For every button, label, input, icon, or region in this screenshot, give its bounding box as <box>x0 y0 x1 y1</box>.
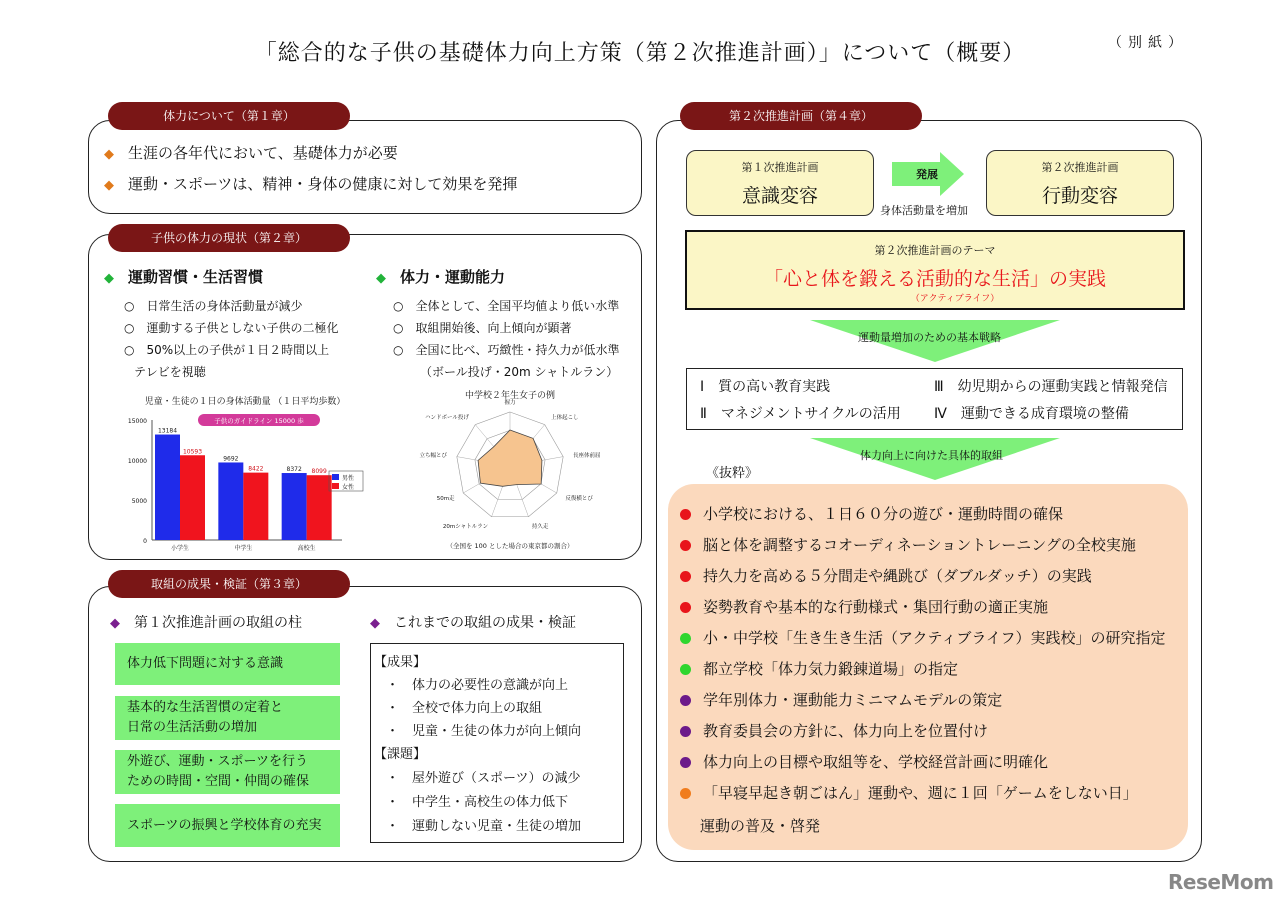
bar <box>180 455 205 540</box>
legend-swatch <box>332 483 339 489</box>
result-item: ・ 体力の必要性の意識が向上 <box>386 678 569 693</box>
y-tick-label: 15000 <box>127 418 147 425</box>
bar-value-label: 8422 <box>248 465 264 473</box>
strategy-item: Ⅰ 質の高い教育実践 <box>700 379 831 395</box>
resemom-logo: ReseMom <box>1168 870 1274 894</box>
plan2-value: 行動変容 <box>1041 185 1118 207</box>
measure-text: 都立学校「体力気力鍛錬道場」の指定 <box>703 660 959 678</box>
measure-item <box>680 751 1048 772</box>
bar-value-label: 8372 <box>286 466 302 474</box>
plan1-label: 第１次推進計画 <box>741 161 819 174</box>
chapter1-tab: 体力について（第１章） <box>108 102 350 130</box>
lifestyle-item: ○ 50%以上の子供が１日２時間以上 <box>124 343 330 357</box>
strategy-item: Ⅲ 幼児期からの運動実践と情報発信 <box>934 379 1168 395</box>
chapter4-tab: 第２次推進計画（第４章） <box>680 102 922 130</box>
pillar-box: 基本的な生活習慣の定着と 日常の生活活動の増加 <box>115 696 340 740</box>
radar-axis-label: ハンドボール投げ <box>424 414 469 421</box>
radar-note: （全国を 100 とした場合の東京都の割合） <box>446 542 574 550</box>
strategy-item: Ⅳ 運動できる成育環境の整備 <box>934 406 1129 422</box>
lifestyle-item-cont: テレビを視聴 <box>134 365 206 379</box>
chapter1-item: ◆ 運動・スポーツは、精神・身体の健康に対して効果を発揮 <box>104 175 518 193</box>
lifestyle-item: ○ 日常生活の身体活動量が減少 <box>124 299 303 313</box>
x-tick-label: 小学生 <box>170 545 190 552</box>
bullet-dot-icon <box>680 757 691 768</box>
measure-text: 姿勢教育や基本的な行動様式・集団行動の適正実施 <box>703 598 1049 616</box>
y-tick-label: 5000 <box>131 498 147 505</box>
bullet-dot-icon <box>680 509 691 520</box>
plan2-box <box>986 150 1174 216</box>
diamond-icon: ◆ <box>110 616 120 631</box>
measure-item <box>680 565 1092 586</box>
theme-label: 第２次推進計画のテーマ <box>874 244 996 257</box>
bullet-dot-icon <box>680 695 691 706</box>
develop-arrow-sub: 身体活動量を増加 <box>880 204 968 217</box>
fitness-heading: ◆ 体力・運動能力 <box>376 268 506 286</box>
diamond-icon: ◆ <box>370 616 380 631</box>
measure-item <box>680 534 1136 555</box>
pillar-box: 体力低下問題に対する意識 <box>115 643 340 685</box>
bar <box>243 473 268 540</box>
radar-axis-label: 持久走 <box>531 524 549 531</box>
develop-arrow-label: 発展 <box>916 168 938 181</box>
annex-label: （別紙） <box>1108 35 1188 51</box>
bullet-dot-icon <box>680 788 691 799</box>
chapter1-item: ◆ 生涯の各年代において、基礎体力が必要 <box>104 144 398 162</box>
radar-axis-label: 立ち幅とび <box>419 452 447 459</box>
radar-axis-label: 上体起こし <box>551 414 579 421</box>
measure-item <box>680 658 958 679</box>
bullet-dot-icon <box>680 540 691 551</box>
bar <box>218 462 243 540</box>
chapter1-panel <box>88 120 642 214</box>
result-item: ・ 全校で体力向上の取組 <box>386 701 543 716</box>
theme-ruby: （アクティブライフ） <box>910 294 1000 304</box>
chapter2-tab: 子供の体力の現状（第２章） <box>108 224 350 252</box>
measure-text: 体力向上の目標や取組等を、学校経営計画に明確化 <box>703 753 1049 771</box>
measure-text: 学年別体力・運動能力ミニマムモデルの策定 <box>703 691 1003 709</box>
measures-arrow-label: 体力向上に向けた具体的取組 <box>860 449 1003 462</box>
bullet-dot-icon <box>680 664 691 675</box>
bar-value-label: 8099 <box>311 468 327 476</box>
lifestyle-item: ○ 運動する子供としない子供の二極化 <box>124 321 339 335</box>
bar <box>155 435 180 540</box>
plan1-box <box>686 150 874 216</box>
measure-text: 「早寝早起き朝ごはん」運動や、週に１回「ゲームをしない日」 <box>703 784 1138 802</box>
theme-text: 「心と体を鍛える活動的な生活」の実践 <box>763 268 1106 290</box>
fitness-item: ○ 取組開始後、向上傾向が顕著 <box>393 321 572 335</box>
measure-item <box>680 596 1048 617</box>
excerpt-label: 《抜粋》 <box>706 466 759 481</box>
measure-item <box>680 689 1002 710</box>
results-heading: ◆ これまでの取組の成果・検証 <box>370 615 576 631</box>
bar-value-label: 10593 <box>182 448 203 456</box>
fitness-item: ○ 全体として、全国平均値より低い水準 <box>393 299 620 313</box>
fitness-item-cont: （ボール投げ・20m シャトルラン） <box>420 365 619 379</box>
fitness-radar-chart <box>410 386 610 552</box>
diamond-icon: ◆ <box>104 271 114 286</box>
issue-item: ・ 中学生・高校生の体力低下 <box>386 795 569 810</box>
x-tick-label: 中学生 <box>234 545 253 552</box>
legend-label: 男性 <box>342 475 355 482</box>
chapter3-tab: 取組の成果・検証（第３章） <box>108 570 350 598</box>
measure-text: 持久力を高める５分間走や縄跳び（ダブルダッチ）の実践 <box>703 567 1092 585</box>
measure-item-cont: 運動の普及・啓発 <box>700 817 821 835</box>
measure-text: 小・中学校「生き生き生活（アクティブライフ）実践校」の研究指定 <box>703 629 1166 647</box>
issue-item: ・ 屋外遊び（スポーツ）の減少 <box>386 771 581 786</box>
radar-axis-label: 反復横とび <box>565 496 593 502</box>
bar-chart-title: 児童・生徒の１日の身体活動量 （１日平均歩数） <box>144 397 346 407</box>
measure-item <box>680 782 1138 803</box>
theme-box <box>685 230 1185 310</box>
plan1-value: 意識変容 <box>741 185 818 207</box>
issues-label: 【課題】 <box>374 747 427 762</box>
radar-chart-title: 中学校２年生女子の例 <box>464 391 556 401</box>
bullet-dot-icon <box>680 726 691 737</box>
measure-item <box>680 503 1063 524</box>
pillar-box: 外遊び、運動・スポーツを行う ための時間・空間・仲間の確保 <box>115 750 340 794</box>
radar-axis-label: 50m走 <box>436 496 455 502</box>
measure-text: 教育委員会の方針に、体力向上を位置付け <box>703 722 989 740</box>
radar-axis-label: 握力 <box>504 400 516 406</box>
bullet-dot-icon <box>680 633 691 644</box>
bullet-dot-icon <box>680 602 691 613</box>
bar-value-label: 13184 <box>157 427 178 435</box>
issue-item: ・ 運動しない児童・生徒の増加 <box>386 819 582 834</box>
page-title: 「総合的な子供の基礎体力向上方策（第２次推進計画）」について（概要） <box>254 41 1026 66</box>
bar <box>282 473 307 540</box>
y-tick-label: 0 <box>143 538 147 545</box>
results-label: 【成果】 <box>374 655 427 670</box>
diamond-icon: ◆ <box>376 271 386 286</box>
guideline-label: 子供のガイドライン 15000 歩 <box>214 417 304 425</box>
bar-value-label: 9692 <box>223 455 239 463</box>
strategy-item: Ⅱ マネジメントサイクルの活用 <box>700 406 901 422</box>
measure-item <box>680 720 988 741</box>
x-tick-label: 高校生 <box>297 545 316 552</box>
diamond-icon: ◆ <box>104 147 114 162</box>
radar-axis-label: 20mシャトルラン <box>442 524 489 531</box>
pillar-box: スポーツの振興と学校体育の充実 <box>115 804 340 847</box>
activity-bar-chart <box>110 388 380 553</box>
fitness-item: ○ 全国に比べ、巧緻性・持久力が低水準 <box>393 343 620 357</box>
legend-label: 女性 <box>342 484 355 491</box>
radar-axis-label: 長座体前屈 <box>573 452 601 459</box>
y-tick-label: 10000 <box>127 458 147 465</box>
strategy-arrow-label: 運動量増加のための基本戦略 <box>858 331 1001 344</box>
measure-text: 小学校における、１日６０分の遊び・運動時間の確保 <box>703 505 1064 523</box>
bullet-dot-icon <box>680 571 691 582</box>
measure-item <box>680 627 1165 648</box>
pillars-heading: ◆ 第１次推進計画の取組の柱 <box>110 615 302 631</box>
plan2-label: 第２次推進計画 <box>1041 161 1119 174</box>
measure-text: 脳と体を調整するコオーディネーショントレーニングの全校実施 <box>703 536 1136 554</box>
result-item: ・ 児童・生徒の体力が向上傾向 <box>386 724 582 739</box>
legend-swatch <box>332 474 339 480</box>
bar <box>307 475 332 540</box>
diamond-icon: ◆ <box>104 178 114 193</box>
lifestyle-heading: ◆ 運動習慣・生活習慣 <box>104 268 264 286</box>
